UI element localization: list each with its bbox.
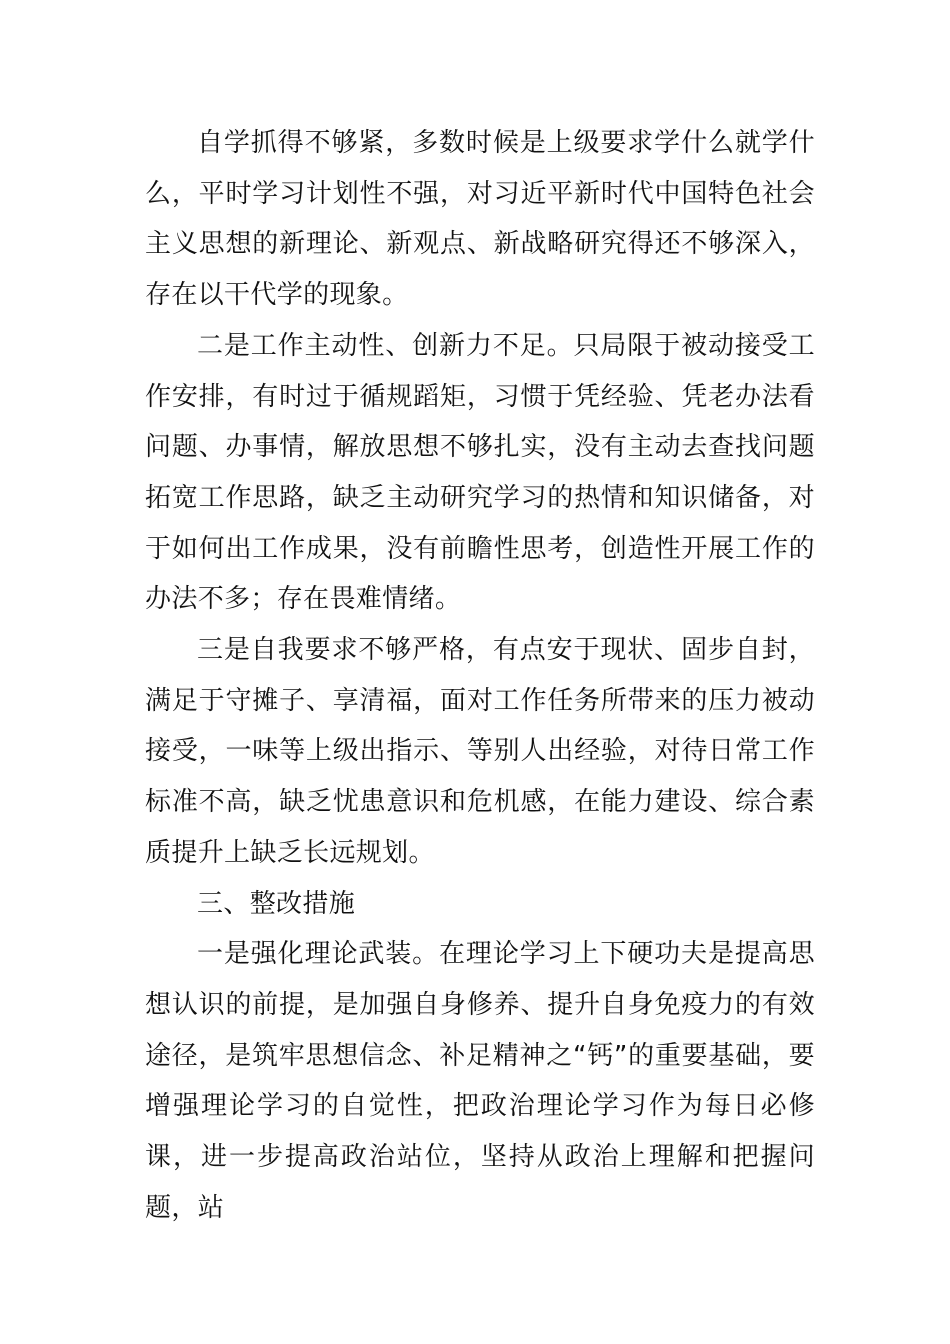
paragraph-theory: 一是强化理论武装。在理论学习上下硬功夫是提高思想认识的前提，是加强自身修养、提升自身免疫力的有效途径，是筑牢思想信念、补足精神之“钙”的重要基础，要增强理论学习的自觉性，把政治理论学习作为每日必修课，进一步提高政治站位，坚持从政治上理解和把握问题，站 [145, 939, 815, 1223]
paragraph-self-discipline: 三是自我要求不够严格，有点安于现状、固步自封，满足于守摊子、享清福，面对工作任务所带来的压力被动接受，一味等上级出指示、等别人出经验，对待日常工作标准不高，缺乏忧患意识和危机感，在能力建设、综合素质提升上缺乏长远规划。 [145, 635, 815, 868]
section-heading-rectification: 三、整改措施 [197, 888, 356, 919]
document-body [145, 118, 815, 1233]
paragraph-self-study: 自学抓得不够紧，多数时候是上级要求学什么就学什么，平时学习计划性不强，对习近平新时代中国特色社会主义思想的新理论、新观点、新战略研究得还不够深入，存在以干代学的现象。 [145, 128, 815, 311]
paragraph-initiative: 二是工作主动性、创新力不足。只局限于被动接受工作安排，有时过于循规蹈矩，习惯于凭经验、凭老办法看问题、办事情，解放思想不够扎实，没有主动去查找问题拓宽工作思路，缺乏主动研究学习的热情和知识储备，对于如何出工作成果，没有前瞻性思考，创造性开展工作的办法不多；存在畏难情绪。 [145, 330, 815, 615]
